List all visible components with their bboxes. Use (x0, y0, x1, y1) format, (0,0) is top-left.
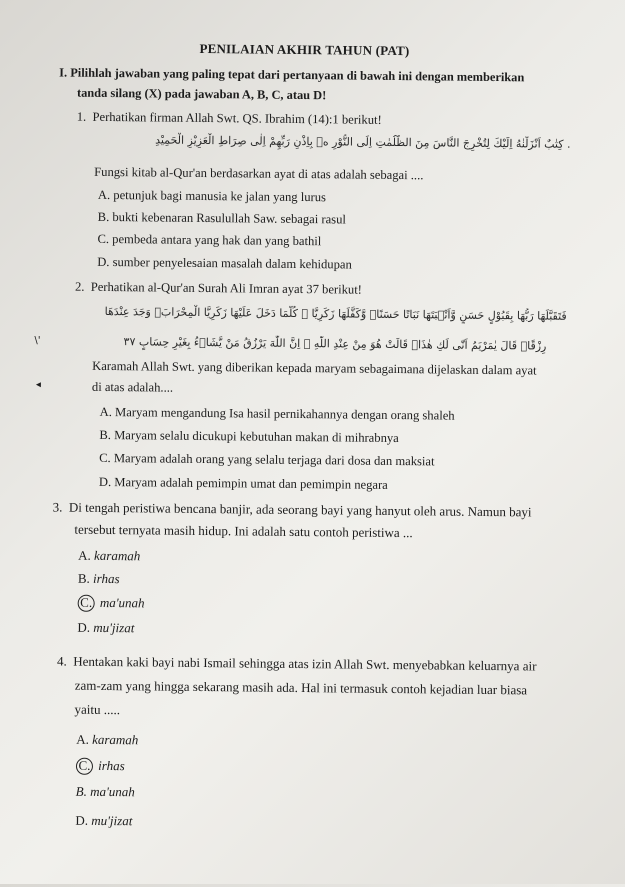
instruction-text-1: Pilihlah jawaban yang paling tepat dari pertanyaan di bawah ini dengan memberikan (70, 65, 525, 85)
q1-arabic-verse: . كِتٰبٌ اَنْزَلْنٰهُ اِلَيْكَ لِتُخْرِجَ النَّاسَ مِنَ الظُّلُمٰتِ اِلَى النُّوْرِ ەۙ بِاِذْنِ رَبِّهِمْ اِلٰى صِرَاطِ الْعَزِيْزِ الْحَمِيْدِ (155, 133, 571, 151)
q4-option-c[interactable] (76, 758, 125, 776)
q1-number: 1. (76, 109, 87, 124)
q3-question-line1 (53, 499, 532, 520)
q1-stem-text: Perhatikan firman Allah Swt. QS. Ibrahim (14):1 berikut! (92, 109, 382, 127)
q1-option-c[interactable]: C. pembeda antara yang hak dan yang bathil (97, 231, 322, 249)
answer-circle: C. (76, 758, 93, 775)
page-title: PENILAIAN AKHIR TAHUN (PAT) (199, 40, 410, 59)
q1-stem (77, 109, 382, 128)
q4-option-c-text: irhas (98, 757, 125, 774)
q2-option-c[interactable]: C. Maryam adalah orang yang selalu terjaga dari dosa dan maksiat (99, 450, 435, 469)
margin-mark-2: ◂ (35, 379, 42, 391)
q1-question: Fungsi kitab al-Qur'an berdasarkan ayat di atas adalah sebagai .... (94, 164, 424, 183)
q3-option-a[interactable] (78, 548, 140, 565)
q3-option-a-text: karamah (93, 547, 141, 564)
q3-option-d[interactable] (77, 620, 134, 637)
q2-stem (75, 279, 362, 298)
q2-question-line2: di atas adalah.... (91, 379, 174, 395)
q4-question-line3: yaitu ..... (74, 701, 121, 718)
q2-question-line1: Karamah Allah Swt. yang diberikan kepada maryam sebagaimana dijelaskan dalam ayat (92, 358, 537, 378)
q3-option-a-letter: A. (78, 547, 91, 563)
q3-option-d-text: mu'jizat (93, 619, 135, 636)
q3-number: 3. (52, 499, 63, 515)
q4-option-a-text: karamah (92, 731, 139, 748)
q4-question-line1 (57, 653, 537, 674)
q4-question-line2: zam-zam yang hingga sekarang masih ada. Hal ini termasuk contoh kejadian luar biasa (74, 677, 528, 698)
section-label: I. (59, 65, 68, 80)
q4-option-d-text: mu'jizat (91, 812, 133, 829)
section-instruction-line1 (59, 64, 524, 85)
q2-number: 2. (74, 279, 85, 294)
q3-option-c-text: ma'unah (99, 594, 145, 611)
answer-circle: C. (78, 595, 95, 612)
q4-option-a-letter: A. (76, 731, 89, 747)
margin-mark-1: \' (34, 335, 41, 347)
q4-option-d-letter: D. (75, 812, 89, 828)
q4-option-a[interactable] (76, 732, 138, 749)
q4-option-b-text: ma'unah (90, 783, 135, 800)
q2-option-d[interactable]: D. Maryam adalah pemimpin umat dan pemimpin negara (98, 474, 388, 492)
q1-option-d[interactable]: D. sumber penyelesaian masalah dalam kehidupan (97, 254, 352, 272)
q2-arabic-line2: رِزْقًاۚ قَالَ يٰمَرْيَمُ اَنّٰى لَكِ هٰذَاۗ قَالَتْ هُوَ مِنْ عِنْدِ اللّٰهِ ۗ اِنَّ اللّٰهَ يَرْزُقُ مَنْ يَّشَاۤءُ بِغَيْرِ حِسَابٍ ٣٧ (123, 335, 547, 353)
q3-option-b-letter: B. (77, 570, 90, 586)
q3-option-b-text: irhas (93, 570, 120, 587)
q4-question-text: Hentakan kaki bayi nabi Ismail sehingga atas izin Allah Swt. menyebabkan keluarnya air (73, 653, 537, 674)
q3-question-text: Di tengah peristiwa bencana banjir, ada seorang bayi yang hanyut oleh arus. Namun bayi (68, 499, 532, 520)
q3-option-d-letter: D. (77, 619, 91, 635)
q3-option-c[interactable] (78, 595, 145, 613)
q4-number: 4. (56, 653, 67, 669)
q2-arabic-line1: فَتَقَبَّلَهَا رَبُّهَا بِقَبُوْلٍ حَسَنٍ وَّاَنْۢبَتَهَا نَبَاتًا حَسَنًاۖ وَّكَفَّلَهَا زَكَرِيَّا ۗ كُلَّمَا دَخَلَ عَلَيْهَا زَكَرِيَّا الْمِحْرَابَۙ وَجَدَ عِنْدَهَا (104, 304, 567, 323)
q3-question-line2: tersebut ternyata masih hidup. Ini adalah satu contoh peristiwa ... (74, 521, 413, 541)
q4-option-b[interactable] (76, 784, 135, 801)
q3-option-b[interactable] (78, 571, 120, 587)
q4-option-d[interactable] (75, 813, 132, 830)
q1-option-b[interactable]: B. bukti kebenaran Rasulullah Saw. sebagai rasul (97, 209, 346, 227)
section-instruction-line2: tanda silang (X) pada jawaban A, B, C, atau D! (76, 85, 327, 103)
q4-option-b-letter: B. (75, 783, 87, 799)
q2-stem-text: Perhatikan al-Qur'an Surah Ali Imran ayat 37 berikut! (90, 279, 362, 297)
q2-option-b[interactable]: B. Maryam selalu dicukupi kebutuhan makan di mihrabnya (99, 427, 399, 446)
q2-option-a[interactable]: A. Maryam mengandung Isa hasil pernikahannya dengan orang shaleh (99, 404, 455, 423)
q1-option-a[interactable]: A. petunjuk bagi manusia ke jalan yang lurus (97, 187, 327, 205)
